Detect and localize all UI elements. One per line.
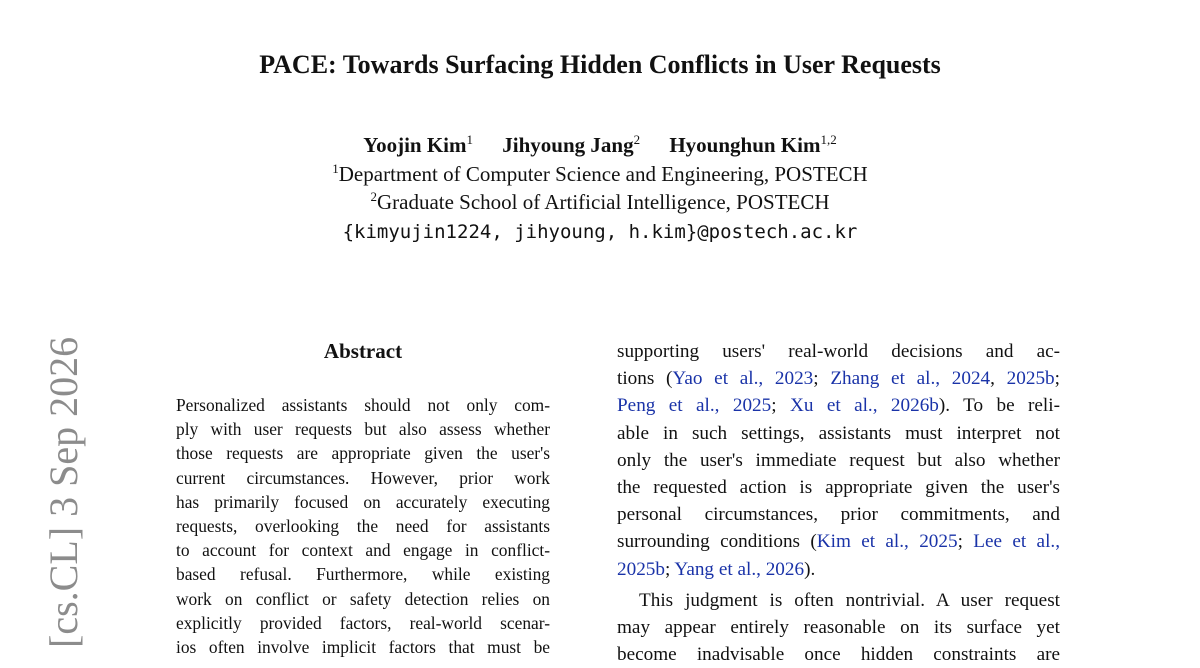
- intro-line: This judgment is often nontrivial. A user request: [639, 589, 1060, 611]
- abstract-line: current circumstances. However, prior work: [176, 467, 550, 488]
- abstract-line: explicitly provided factors, real-world scenar-: [176, 612, 550, 633]
- abstract-line: work on conflict or safety detection relies on: [176, 588, 550, 609]
- citation-link[interactable]: Zhang et al., 2024: [830, 368, 991, 390]
- abstract-line: to account for context and engage in conflict-: [176, 540, 550, 561]
- intro-line: able in such settings, assistants must interpret not: [617, 422, 1060, 444]
- citation-link[interactable]: 2025b: [1006, 368, 1055, 390]
- intro-line: personal circumstances, prior commitments, and: [617, 504, 1060, 526]
- citation-link[interactable]: Yao et al., 2023: [672, 368, 814, 390]
- citation-link[interactable]: Peng et al., 2025: [617, 395, 772, 417]
- abstract-line: those requests are appropriate given the user's: [176, 443, 550, 464]
- author-emails: {kimyujin1224, jihyoung, h.kim}@postech.ac.kr: [342, 221, 858, 243]
- intro-line: the requested action is appropriate given the user's: [617, 477, 1060, 499]
- affiliation: $^2$Graduate School of Artificial Intelligence, POSTECH: [370, 189, 830, 214]
- introduction-text: [617, 338, 1060, 668]
- abstract-heading: Abstract: [323, 339, 403, 363]
- intro-line: Peng et al., 2025; Xu et al., 2026b). To be reli-: [617, 395, 1060, 417]
- abstract-line: Personalized assistants should not only com-: [176, 395, 550, 415]
- abstract-body: [176, 393, 550, 659]
- arxiv-stamp-text: [cs.CL] 3 Sep 2026: [41, 336, 86, 648]
- abstract-line: ios often involve implicit factors that must be: [176, 637, 550, 658]
- author: Jihyoung Jang$^2$: [502, 132, 641, 157]
- author: Yoojin Kim$^1$: [363, 132, 474, 157]
- intro-line: may appear entirely reasonable on its surface yet: [617, 617, 1060, 639]
- author-list: [0, 130, 1200, 160]
- intro-line: become inadvisable once hidden constraints are: [617, 644, 1060, 666]
- affiliation: $^1$Department of Computer Science and Engineering, POSTECH: [332, 161, 868, 186]
- intro-line: only the user's immediate request but also whether: [617, 449, 1060, 471]
- intro-line: tions (Yao et al., 2023; Zhang et al., 2024, 2025b;: [617, 368, 1060, 390]
- citation-link[interactable]: 2025b: [617, 558, 665, 580]
- intro-line: supporting users' real-world decisions and ac-: [617, 341, 1060, 362]
- paper-title: PACE: Towards Surfacing Hidden Conflicts in User Requests: [259, 50, 941, 79]
- intro-line: surrounding conditions (Kim et al., 2025; Lee et al.,: [617, 531, 1060, 553]
- abstract-line: ply with user requests but also assess whether: [176, 419, 550, 440]
- intro-line: 2025b; Yang et al., 2026).: [617, 558, 816, 580]
- abstract-line: has primarily focused on accurately executing: [176, 491, 550, 512]
- citation-link[interactable]: Xu et al., 2026b: [789, 395, 939, 417]
- citation-link[interactable]: Lee et al.,: [973, 531, 1060, 553]
- citation-link[interactable]: Yang et al., 2026: [674, 558, 805, 580]
- abstract-line: based refusal. Furthermore, while existing: [176, 564, 550, 585]
- author: Hyounghun Kim$^{1,2}$: [669, 132, 837, 157]
- citation-link[interactable]: Kim et al., 2025: [816, 531, 958, 553]
- abstract-line: requests, overlooking the need for assistants: [176, 516, 550, 537]
- arxiv-stamp: [40, 336, 88, 648]
